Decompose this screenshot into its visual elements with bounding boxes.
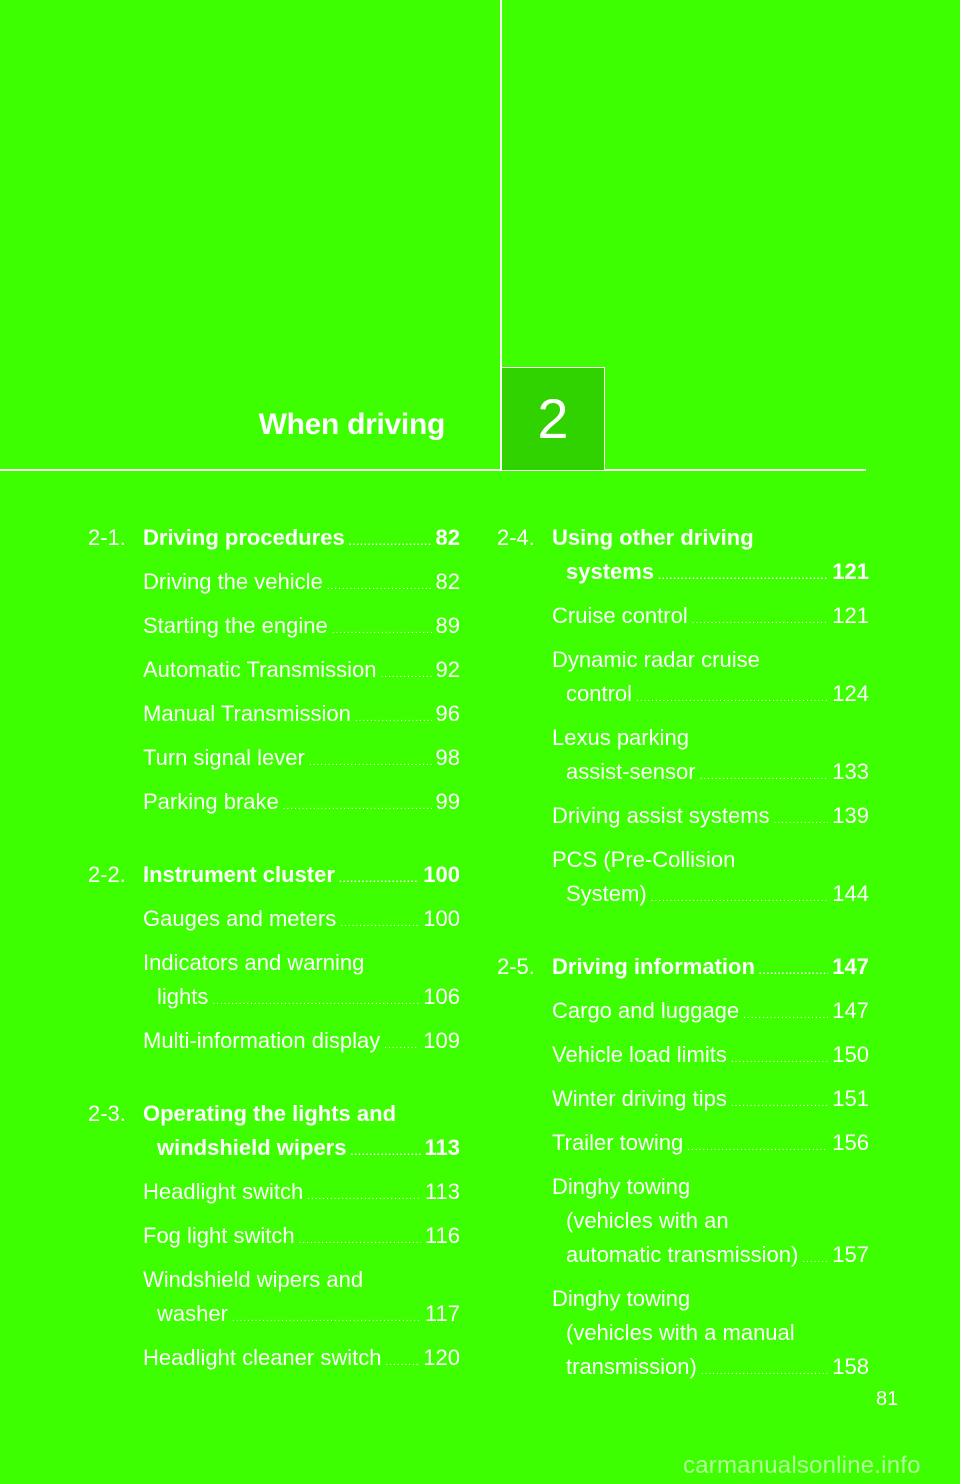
leader-dots (349, 526, 432, 560)
entry-label-cont: automatic transmission) (566, 1242, 799, 1267)
section-title-cont: windshield wipers (157, 1135, 347, 1160)
entry-label: Cruise control (552, 603, 688, 628)
leader-dots (307, 1180, 421, 1214)
toc-section-2-3 (88, 1097, 460, 1380)
leader-dots (299, 1224, 421, 1258)
toc-entry[interactable] (552, 799, 869, 838)
entry-page: 116 (424, 1223, 460, 1248)
toc-entry[interactable] (552, 643, 869, 716)
entry-label: Dynamic radar cruise (552, 647, 760, 672)
entry-page: 151 (832, 1086, 869, 1111)
chapter-number-box (501, 367, 605, 470)
section-page: 113 (424, 1135, 460, 1160)
leader-dots (384, 1029, 419, 1063)
entry-label-cont: (vehicles with an (566, 1208, 729, 1233)
toc-entry[interactable] (552, 1126, 869, 1165)
leader-dots (658, 560, 828, 594)
leader-dots (309, 746, 432, 780)
toc-entry[interactable] (552, 994, 869, 1033)
leader-dots (327, 570, 432, 604)
toc-left-column (88, 521, 460, 1414)
leader-dots (774, 804, 829, 838)
entry-page: 92 (435, 657, 460, 682)
entry-label: Trailer towing (552, 1130, 684, 1155)
leader-dots (759, 955, 828, 989)
toc-section-2-4 (497, 521, 869, 916)
watermark: carmanualsonline.info (683, 1452, 921, 1479)
entry-page: 113 (424, 1179, 460, 1204)
leader-dots (385, 1346, 419, 1380)
section-number: 2-5. (497, 954, 535, 979)
entry-label-cont: System) (566, 881, 647, 906)
entry-label: Dinghy towing (552, 1286, 691, 1311)
toc-entry[interactable] (552, 843, 869, 916)
section-heading[interactable] (88, 1097, 460, 1170)
toc-entry[interactable] (143, 1175, 460, 1214)
toc-section-2-5 (497, 950, 869, 1389)
toc-entry[interactable] (143, 697, 460, 736)
section-title-cont: systems (566, 559, 655, 584)
entry-page: 99 (435, 789, 460, 814)
toc-entry[interactable] (143, 609, 460, 648)
leader-dots (212, 985, 419, 1019)
entry-label: Driving the vehicle (143, 569, 323, 594)
entry-page: 120 (423, 1345, 460, 1370)
entry-page: 150 (832, 1042, 869, 1067)
leader-dots (381, 658, 432, 692)
toc-entry[interactable] (143, 1341, 460, 1380)
section-title: Driving information (552, 954, 755, 979)
entry-page: 144 (832, 881, 869, 906)
toc-entry[interactable] (143, 1219, 460, 1258)
section-title: Operating the lights and (143, 1101, 397, 1126)
section-page: 147 (832, 954, 869, 979)
leader-dots (700, 760, 829, 794)
section-number: 2-3. (88, 1101, 126, 1126)
entry-page: 158 (832, 1354, 869, 1379)
leader-dots (802, 1243, 828, 1277)
entry-label: Gauges and meters (143, 906, 337, 931)
entry-label: Windshield wipers and (143, 1267, 364, 1292)
entry-label: PCS (Pre-Collision (552, 847, 736, 872)
section-page: 121 (832, 559, 869, 584)
section-page: 100 (423, 862, 460, 887)
leader-dots (731, 1087, 828, 1121)
entry-page: 156 (832, 1130, 869, 1155)
entry-label: Driving assist systems (552, 803, 770, 828)
entry-page: 133 (832, 759, 869, 784)
leader-dots (701, 1355, 828, 1389)
entry-label: Automatic Transmission (143, 657, 377, 682)
entry-label: Multi-information display (143, 1028, 381, 1053)
entry-page: 100 (423, 906, 460, 931)
section-number: 2-1. (88, 525, 126, 550)
entry-page: 147 (832, 998, 869, 1023)
chapter-title: When driving (258, 408, 445, 441)
entry-label: Winter driving tips (552, 1086, 727, 1111)
leader-dots (355, 702, 432, 736)
entry-label: Dinghy towing (552, 1174, 691, 1199)
section-heading[interactable] (88, 858, 460, 897)
toc-entry[interactable] (552, 1038, 869, 1077)
section-number: 2-2. (88, 862, 126, 887)
toc-entry[interactable] (143, 946, 460, 1019)
entry-label: Vehicle load limits (552, 1042, 727, 1067)
leader-dots (340, 907, 419, 941)
leader-dots (283, 790, 432, 824)
entry-page: 96 (435, 701, 460, 726)
section-heading[interactable] (497, 521, 869, 594)
leader-dots (651, 882, 829, 916)
leader-dots (731, 1043, 828, 1077)
section-heading[interactable] (497, 950, 869, 989)
chapter-number: 2 (537, 387, 569, 450)
entry-label: Headlight cleaner switch (143, 1345, 382, 1370)
leader-dots (350, 1136, 420, 1170)
entry-page: 98 (435, 745, 460, 770)
entry-page: 157 (832, 1242, 869, 1267)
entry-label: Fog light switch (143, 1223, 295, 1248)
section-title: Instrument cluster (143, 862, 335, 887)
entry-page: 117 (424, 1301, 460, 1326)
entry-label: Starting the engine (143, 613, 328, 638)
entry-label: Headlight switch (143, 1179, 304, 1204)
leader-dots (332, 614, 432, 648)
toc-entry[interactable] (143, 565, 460, 604)
leader-dots (339, 863, 419, 897)
section-title: Driving procedures (143, 525, 345, 550)
toc-entry[interactable] (552, 1170, 869, 1277)
entry-label: Parking brake (143, 789, 279, 814)
toc-entry[interactable] (552, 1082, 869, 1121)
entry-label-cont: washer (157, 1301, 228, 1326)
entry-page: 124 (832, 681, 869, 706)
toc-entry[interactable] (552, 1282, 869, 1389)
entry-label: Cargo and luggage (552, 998, 740, 1023)
entry-page: 89 (435, 613, 460, 638)
section-heading[interactable] (88, 521, 460, 560)
entry-label: Lexus parking (552, 725, 689, 750)
entry-page: 106 (423, 984, 460, 1009)
entry-page: 139 (832, 803, 869, 828)
entry-label: Turn signal lever (143, 745, 305, 770)
toc-section-2-1 (88, 521, 460, 824)
leader-dots (743, 999, 828, 1033)
entry-page: 82 (435, 569, 460, 594)
section-page: 82 (435, 525, 460, 550)
page-number: 81 (876, 1388, 899, 1410)
entry-label-cont: control (566, 681, 633, 706)
entry-label: Manual Transmission (143, 701, 351, 726)
leader-dots (687, 1131, 828, 1165)
toc-entry[interactable] (143, 741, 460, 780)
toc-entry[interactable] (143, 653, 460, 692)
entry-label: Indicators and warning (143, 950, 365, 975)
leader-dots (692, 604, 829, 638)
toc-entry[interactable] (143, 1024, 460, 1063)
toc-entry[interactable] (143, 785, 460, 824)
toc-right-column (497, 521, 869, 1423)
toc-section-2-2 (88, 858, 460, 1063)
toc-entry[interactable] (143, 1263, 460, 1336)
toc-entry[interactable] (552, 599, 869, 638)
leader-dots (232, 1302, 421, 1336)
toc-entry[interactable] (143, 902, 460, 941)
section-title: Using other driving (552, 525, 754, 550)
leader-dots (636, 682, 828, 716)
section-number: 2-4. (497, 525, 535, 550)
toc-entry[interactable] (552, 721, 869, 794)
horizontal-divider (0, 469, 866, 471)
entry-label-cont: transmission) (566, 1354, 697, 1379)
entry-label-cont: assist-sensor (566, 759, 696, 784)
entry-page: 109 (423, 1028, 460, 1053)
entry-label-cont: (vehicles with a manual (566, 1320, 795, 1345)
entry-label-cont: lights (157, 984, 209, 1009)
entry-page: 121 (832, 603, 869, 628)
